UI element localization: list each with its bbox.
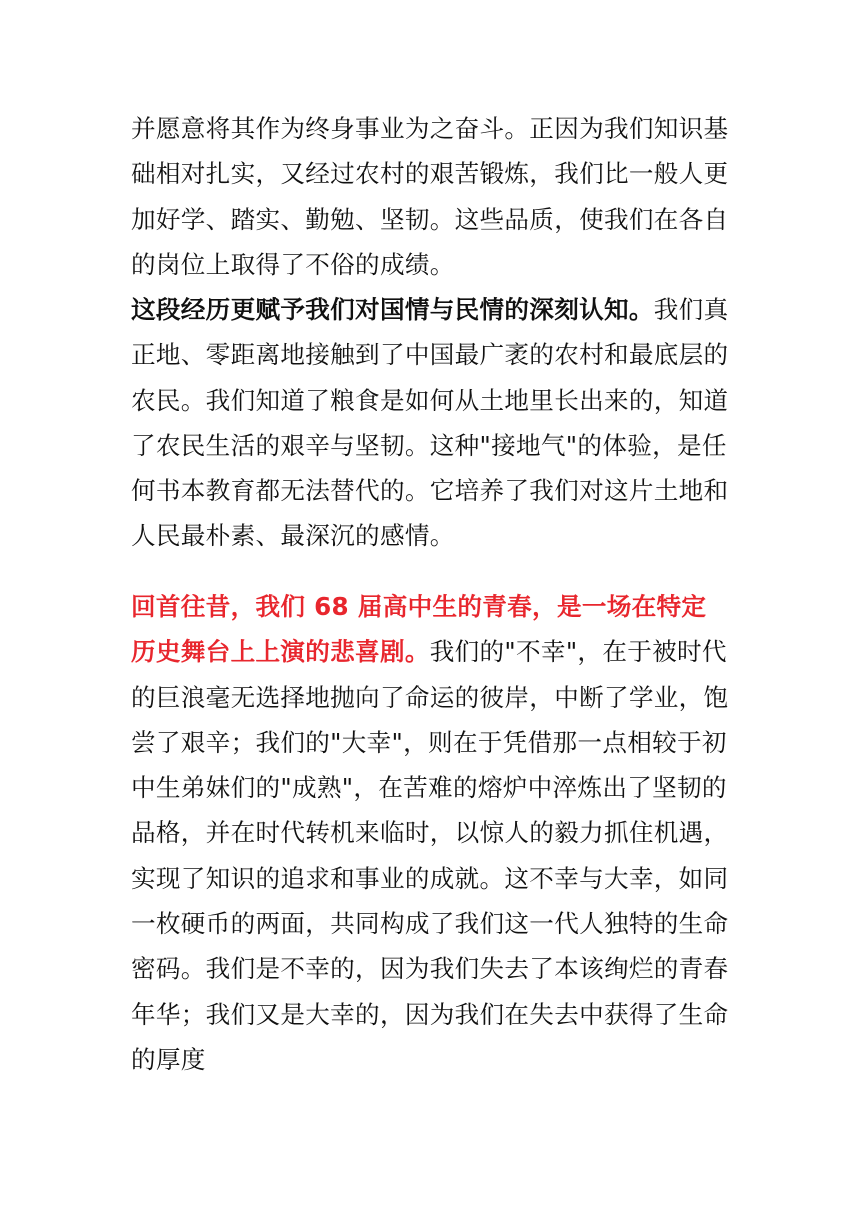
paragraph-text: 我们真正地、零距离地接触到了中国最广袤的农村和最底层的农民。我们知道了粮食是如何从土地里长出来的，知道了农民生活的艰辛与坚韧。这种"接地气"的体验，是任何书本教育都无法替代的。它培养了我们对这片土地和人民最朴素、最深沉的感情。 — [131, 295, 729, 551]
paragraph-career-achievements — [131, 106, 731, 287]
paragraph-retrospective — [131, 584, 731, 1082]
red-highlight-lead-sentence: 回首往昔，我们 68 届高中生的青春，是一场在特定历史舞台上上演的悲喜剧。 — [131, 592, 707, 667]
paragraph-text: 我们的"不幸"，在于被时代的巨浪毫无选择地抛向了命运的彼岸，中断了学业，饱尝了艰辛；我们的"大幸"，则在于凭借那一点相较于初中生弟妹们的"成熟"，在苦难的熔炉中淬炼出了坚韧的品格，并在时代转机来临时，以惊人的毅力抓住机遇，实现了知识的追求和事业的成就。这不幸与大幸，如同一枚硬币的两面，共同构成了我们这一代人独特的生命密码。我们是不幸的，因为我们失去了本该绚烂的青春年华；我们又是大幸的，因为我们在失去中获得了生命的厚度 — [131, 637, 729, 1074]
paragraph-text: 并愿意将其作为终身事业为之奋斗。正因为我们知识基础相对扎实，又经过农村的艰苦锻炼，我们比一般人更加好学、踏实、勤勉、坚韧。这些品质，使我们在各自的岗位上取得了不俗的成绩。 — [131, 114, 729, 279]
bold-lead-sentence: 这段经历更赋予我们对国情与民情的深刻认知。 — [131, 295, 654, 324]
paragraph-national-awareness — [131, 287, 731, 559]
